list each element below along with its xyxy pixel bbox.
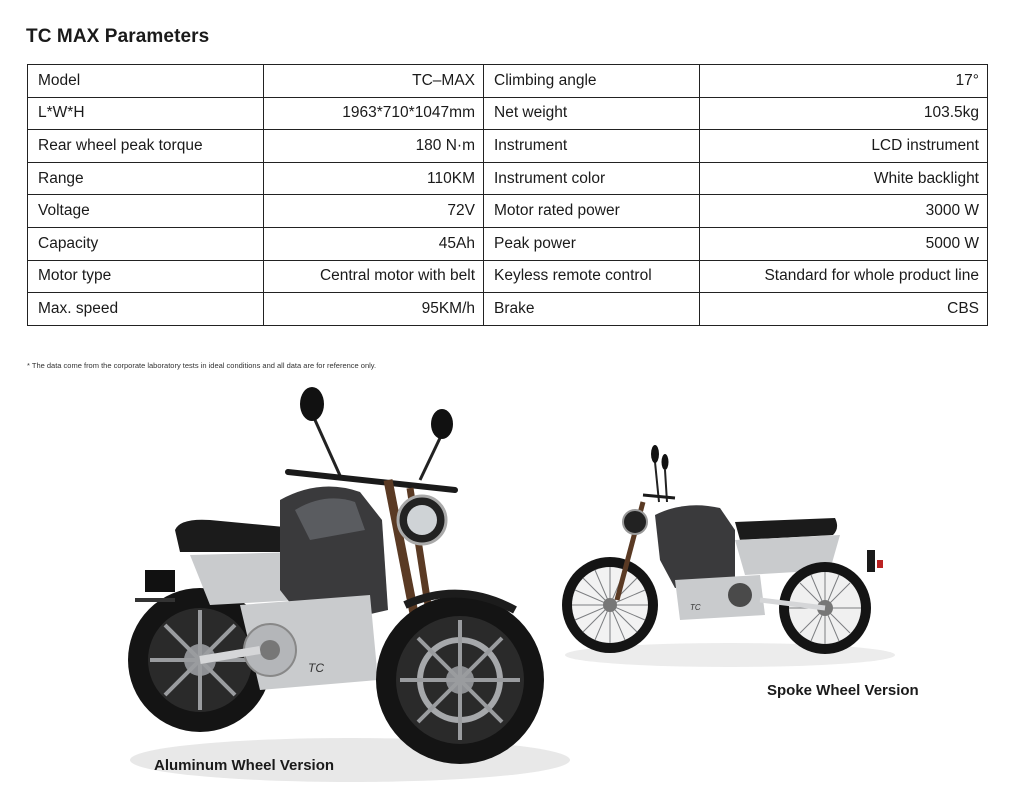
spec-label: Net weight [484, 97, 700, 130]
aluminum-wheel-motorcycle-image [120, 380, 560, 790]
spec-value: Standard for whole product line [700, 260, 988, 293]
spec-label: Keyless remote control [484, 260, 700, 293]
table-row [28, 130, 988, 163]
table-row [28, 195, 988, 228]
page-title: TC MAX Parameters [26, 26, 210, 47]
spec-value: 95KM/h [264, 293, 484, 326]
spec-label: Voltage [28, 195, 264, 228]
spec-value: 180 N·m [264, 130, 484, 163]
spec-value: LCD instrument [700, 130, 988, 163]
spec-label: Instrument color [484, 162, 700, 195]
table-row [28, 162, 988, 195]
tc-logo: TC [308, 661, 324, 675]
table-row [28, 65, 988, 98]
spec-value: 3000 W [700, 195, 988, 228]
aluminum-wheel-caption: Aluminum Wheel Version [154, 757, 335, 774]
spec-label: Instrument [484, 130, 700, 163]
parameters-table [27, 64, 988, 326]
spoke-wheel-caption: Spoke Wheel Version [767, 682, 919, 699]
spec-value: 5000 W [700, 227, 988, 260]
spec-value: 1963*710*1047mm [264, 97, 484, 130]
table-row [28, 227, 988, 260]
spec-label: Model [28, 65, 264, 98]
spec-label: Motor rated power [484, 195, 700, 228]
spoke-wheel-motorcycle-image [555, 440, 905, 670]
table-row [28, 97, 988, 130]
spec-label: Peak power [484, 227, 700, 260]
spec-label: Capacity [28, 227, 264, 260]
spec-value: 72V [264, 195, 484, 228]
spec-label: Max. speed [28, 293, 264, 326]
table-row [28, 260, 988, 293]
spec-value: CBS [700, 293, 988, 326]
spec-label: Motor type [28, 260, 264, 293]
spec-value: 17° [700, 65, 988, 98]
footnote: * The data come from the corporate laboratory tests in ideal conditions and all data are for reference only. [27, 361, 377, 370]
tc-logo-small: TC [690, 603, 701, 612]
spec-label: L*W*H [28, 97, 264, 130]
spec-value: White backlight [700, 162, 988, 195]
spec-label: Brake [484, 293, 700, 326]
spec-label: Climbing angle [484, 65, 700, 98]
spec-label: Rear wheel peak torque [28, 130, 264, 163]
spec-label: Range [28, 162, 264, 195]
spec-value: TC–MAX [264, 65, 484, 98]
spec-value: 103.5kg [700, 97, 988, 130]
spec-value: Central motor with belt [264, 260, 484, 293]
table-row [28, 293, 988, 326]
spec-value: 45Ah [264, 227, 484, 260]
spec-value: 110KM [264, 162, 484, 195]
